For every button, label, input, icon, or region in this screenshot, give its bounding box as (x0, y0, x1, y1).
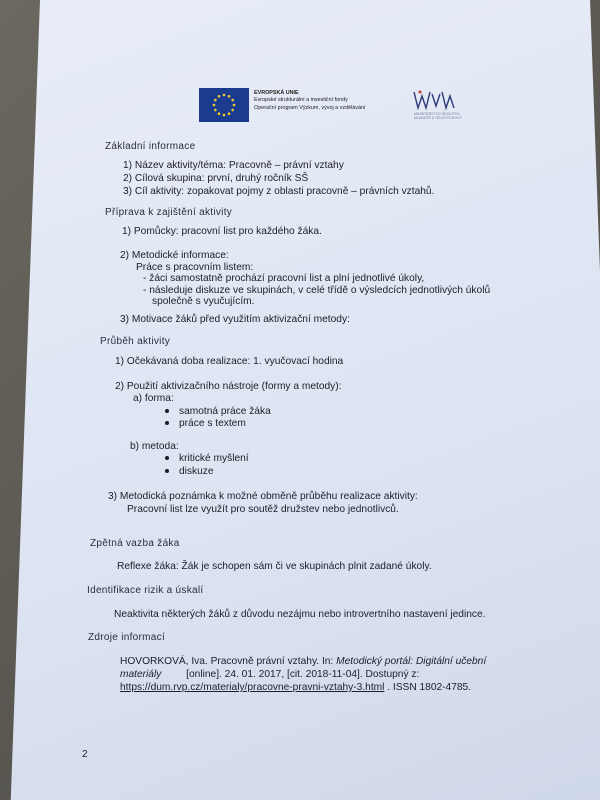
zdroje-line-3 (120, 681, 471, 694)
section-priprava: Příprava k zajištění aktivity (105, 207, 233, 218)
prubeh-metoda-1-text: kritické myšlení (179, 453, 249, 464)
citation-issn: . ISSN 1802-4785. (384, 682, 472, 693)
bullet-icon (165, 421, 169, 425)
section-prubeh: Průběh aktivity (100, 336, 171, 347)
prubeh-metoda: b) metoda: (130, 441, 179, 452)
citation-source: Metodický portál: Digitální učební (336, 656, 487, 667)
prubeh-metoda-2-text: diskuze (179, 466, 214, 477)
prubeh-forma-2-text: práce s textem (179, 418, 246, 429)
prubeh-metoda-2 (165, 465, 214, 478)
citation-dates: [online]. 24. 01. 2017, [cit. 2018-11-04]. Dostupný z: (186, 669, 420, 680)
prubeh-item-3-text: Pracovní list lze využít pro soutěž družstev nebo jednotlivců. (127, 504, 399, 515)
citation-url-link[interactable]: https://dum.rvp.cz/materialy/pracovne-pravni-vztahy-3.html (120, 682, 385, 693)
eu-flag-logo (199, 88, 249, 122)
priprava-item-3: 3) Motivace žáků před využitím aktivizační metody: (120, 314, 350, 325)
eu-line-1: EVROPSKÁ UNIE (254, 90, 299, 96)
prubeh-item-3: 3) Metodická poznámka k možné obměně průběhu realizace aktivity: (108, 491, 418, 502)
zakladni-item-3: 3) Cíl aktivity: zopakovat pojmy z oblasti pracovně – právních vztahů. (123, 186, 435, 197)
zdroje-line-2 (120, 668, 419, 681)
prubeh-item-1: 1) Očekávaná doba realizace: 1. vyučovací hodina (115, 356, 344, 367)
prubeh-forma: a) forma: (133, 393, 174, 404)
prubeh-item-2: 2) Použití aktivizačního nástroje (formy a metody): (115, 381, 342, 392)
zdroje-line-1 (120, 655, 486, 668)
msmt-line-2: MLÁDEŽE A TĚLOVÝCHOVY (414, 116, 462, 121)
bullet-icon (165, 469, 169, 473)
msmt-line-1: MINISTERSTVO ŠKOLSTVÍ, (414, 112, 461, 116)
priprava-item-2-line-a: Práce s pracovním listem: (136, 262, 254, 273)
priprava-item-2-line-c: - následuje diskuze ve skupinách, v celé třídě o výsledcích jednotlivých úkolů (143, 285, 491, 296)
priprava-item-1: 1) Pomůcky: pracovní list pro každého žáka. (122, 226, 322, 237)
priprava-item-2: 2) Metodické informace: (120, 250, 229, 261)
msmt-logo-text (414, 112, 474, 121)
priprava-item-2-line-d: společně s vyučujícím. (152, 296, 255, 307)
bullet-icon (165, 409, 169, 413)
zpetna-vazba-text: Reflexe žáka: Žák je schopen sám či ve skupinách plnit zadané úkoly. (117, 561, 432, 572)
priprava-item-2-line-b: - žáci samostatně prochází pracovní list a plní jednotlivé úkoly, (143, 273, 425, 284)
rizika-text: Neaktivita některých žáků z důvodu nezájmu nebo introvertního nastavení jedince. (114, 609, 486, 620)
prubeh-forma-1-text: samotná práce žáka (179, 406, 271, 417)
eu-line-2: Evropské strukturální a investiční fondy (254, 97, 348, 104)
zakladni-item-1: 1) Název aktivity/téma: Pracovně – právní vztahy (123, 160, 344, 171)
eu-line-3: Operační program Výzkum, vývoj a vzdělávání (254, 104, 366, 111)
page-number: 2 (82, 749, 88, 760)
citation-author-title: HOVORKOVÁ, Iva. Pracovně právní vztahy. In: (120, 656, 337, 667)
section-zpetna-vazba: Zpětná vazba žáka (90, 538, 180, 549)
section-rizika: Identifikace rizik a úskalí (87, 585, 204, 596)
prubeh-metoda-1 (165, 452, 249, 465)
section-zakladni-informace: Základní informace (105, 141, 196, 152)
zakladni-item-2: 2) Cílová skupina: první, druhý ročník SŠ (123, 173, 309, 184)
citation-source-cont: materiály (120, 669, 162, 680)
eu-logo-text (254, 90, 365, 112)
prubeh-forma-2 (165, 417, 246, 430)
bullet-icon (165, 456, 169, 460)
section-zdroje: Zdroje informací (88, 632, 166, 643)
